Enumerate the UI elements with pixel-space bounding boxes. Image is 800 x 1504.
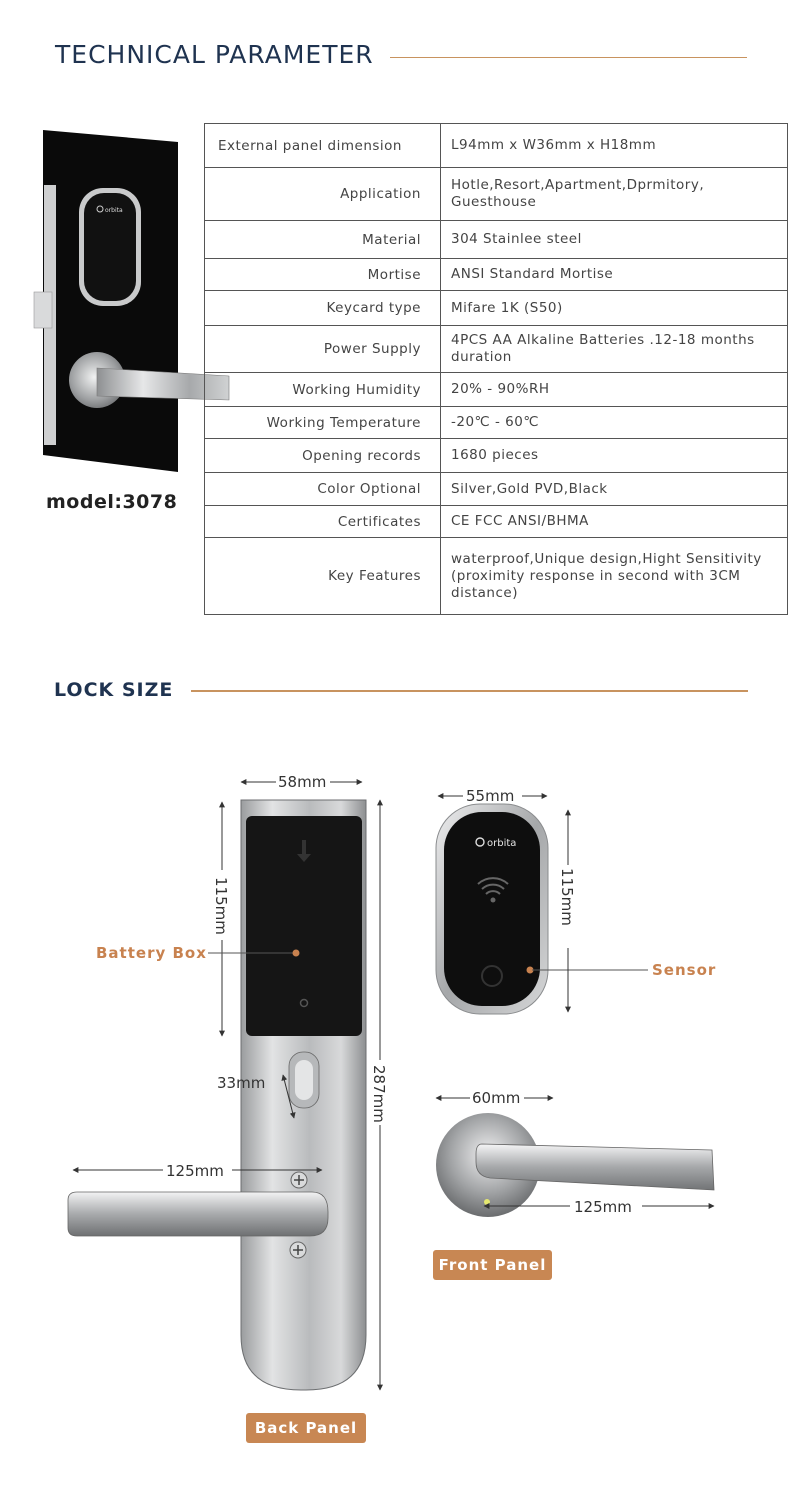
table-row	[205, 473, 788, 506]
lock-size-rule	[191, 690, 748, 692]
spec-label: Material	[205, 221, 441, 259]
spec-label: Keycard type	[205, 291, 441, 326]
back-width-label: 58mm	[278, 773, 327, 791]
spec-label: Power Supply	[205, 326, 441, 373]
spec-value: CE FCC ANSI/BHMA	[441, 506, 788, 538]
table-row	[205, 221, 788, 259]
front-handle-label: 125mm	[574, 1198, 632, 1216]
spec-value: Silver,Gold PVD,Black	[441, 473, 788, 506]
technical-parameter-title: TECHNICAL PARAMETER	[55, 40, 374, 69]
table-row	[205, 124, 788, 168]
spec-label: Key Features	[205, 538, 441, 615]
back-knob-label: 33mm	[217, 1074, 266, 1092]
spec-value: 4PCS AA Alkaline Batteries .12-18 months duration	[441, 326, 788, 373]
spec-label: Application	[205, 168, 441, 221]
table-row	[205, 168, 788, 221]
spec-value: Hotle,Resort,Apartment,Dprmitory, Guesthouse	[441, 168, 788, 221]
photo-brand-text: orbita	[105, 207, 123, 214]
title-rule	[390, 57, 747, 58]
back-box-height-label: 115mm	[212, 877, 230, 935]
spec-value: 1680 pieces	[441, 439, 788, 473]
front-panel-tag: Front Panel	[433, 1250, 552, 1280]
table-row	[205, 373, 788, 407]
spec-label: Working Temperature	[205, 407, 441, 439]
table-row	[205, 439, 788, 473]
spec-label: External panel dimension	[205, 124, 441, 168]
front-rose-label: 60mm	[472, 1089, 521, 1107]
spec-value: ANSI Standard Mortise	[441, 259, 788, 291]
table-row	[205, 259, 788, 291]
spec-label: Certificates	[205, 506, 441, 538]
back-height-label: 287mm	[370, 1065, 388, 1123]
spec-label: Color Optional	[205, 473, 441, 506]
table-row	[205, 506, 788, 538]
spec-value: -20℃ - 60℃	[441, 407, 788, 439]
spec-value: L94mm x W36mm x H18mm	[441, 124, 788, 168]
back-panel-tag: Back Panel	[246, 1413, 366, 1443]
back-handle-label: 125mm	[166, 1162, 224, 1180]
table-row	[205, 407, 788, 439]
front-width-label: 55mm	[466, 787, 515, 805]
spec-value: Mifare 1K (S50)	[441, 291, 788, 326]
lock-size-title: LOCK SIZE	[54, 679, 174, 701]
spec-value: waterproof,Unique design,Hight Sensitivity (proximity response in second with 3CM distance)	[441, 538, 788, 615]
table-row	[205, 291, 788, 326]
front-brand-text: orbita	[487, 838, 517, 849]
spec-label: Working Humidity	[205, 373, 441, 407]
spec-value: 20% - 90%RH	[441, 373, 788, 407]
spec-table	[204, 123, 788, 615]
sensor-label: Sensor	[652, 961, 717, 979]
front-height-label: 115mm	[558, 868, 576, 926]
battery-box-label: Battery Box	[96, 944, 207, 962]
back-panel-drawing	[0, 760, 420, 1450]
table-row	[205, 538, 788, 615]
front-panel-drawing	[420, 770, 800, 1230]
spec-value: 304 Stainlee steel	[441, 221, 788, 259]
table-row	[205, 326, 788, 373]
model-label: model:3078	[46, 491, 178, 513]
spec-label: Mortise	[205, 259, 441, 291]
spec-label: Opening records	[205, 439, 441, 473]
